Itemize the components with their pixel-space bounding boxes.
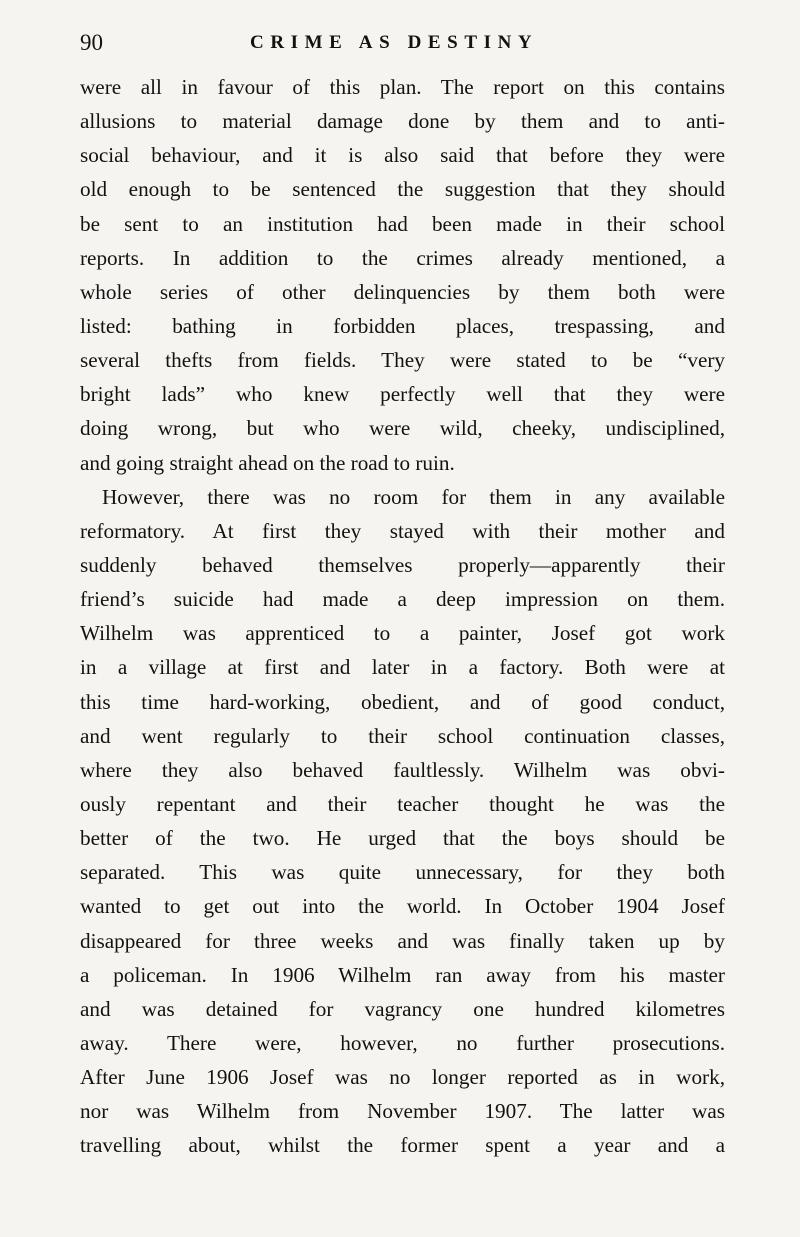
- text-line: friend’s suicide had made a deep impression on them.: [80, 587, 725, 612]
- text-line: and was detained for vagrancy one hundred kilometres: [80, 996, 725, 1021]
- text-line: reports. In addition to the crimes already mentioned, a: [80, 245, 725, 270]
- text-line: reformatory. At first they stayed with their mother and: [80, 518, 725, 543]
- body-text: [80, 70, 725, 1163]
- text-line: away. There were, however, no further prosecutions.: [80, 1030, 725, 1055]
- text-line: travelling about, whilst the former spent a year and a: [80, 1133, 725, 1158]
- paragraph-end-line: and going straight ahead on the road to ruin.: [80, 450, 455, 475]
- paragraph-start-line: However, there was no room for them in any available: [102, 484, 725, 509]
- text-line: where they also behaved faultlessly. Wilhelm was obvi-: [80, 757, 725, 782]
- page-number: 90: [80, 30, 103, 55]
- text-line: Wilhelm was apprenticed to a painter, Josef got work: [80, 621, 725, 646]
- text-line: nor was Wilhelm from November 1907. The latter was: [80, 1099, 725, 1124]
- text-line: separated. This was quite unnecessary, for they both: [80, 860, 725, 885]
- text-line: be sent to an institution had been made in their school: [80, 211, 725, 236]
- text-line: doing wrong, but who were wild, cheeky, undisciplined,: [80, 416, 725, 441]
- text-line: listed: bathing in forbidden places, trespassing, and: [80, 313, 725, 338]
- text-line: old enough to be sentenced the suggestion that they should: [80, 177, 725, 202]
- text-line: disappeared for three weeks and was finally taken up by: [80, 928, 725, 953]
- text-line: social behaviour, and it is also said that before they were: [80, 143, 725, 168]
- text-line: a policeman. In 1906 Wilhelm ran away from his master: [80, 962, 725, 987]
- page-header: [80, 26, 725, 60]
- running-title: CRIME AS DESTINY: [250, 32, 539, 53]
- text-line: bright lads” who knew perfectly well that they were: [80, 382, 725, 407]
- text-line: wanted to get out into the world. In October 1904 Josef: [80, 894, 725, 919]
- text-line: this time hard-working, obedient, and of good conduct,: [80, 689, 725, 714]
- text-line: and went regularly to their school continuation classes,: [80, 723, 725, 748]
- text-line: several thefts from fields. They were stated to be “very: [80, 348, 725, 373]
- text-line: ously repentant and their teacher thought he was the: [80, 791, 725, 816]
- text-line: allusions to material damage done by them and to anti-: [80, 109, 725, 134]
- text-line: in a village at first and later in a factory. Both were at: [80, 655, 725, 680]
- text-line: whole series of other delinquencies by them both were: [80, 279, 725, 304]
- text-line: After June 1906 Josef was no longer reported as in work,: [80, 1065, 725, 1090]
- text-line: suddenly behaved themselves properly—apparently their: [80, 552, 725, 577]
- text-line: were all in favour of this plan. The report on this contains: [80, 75, 725, 99]
- text-line: better of the two. He urged that the boys should be: [80, 826, 725, 851]
